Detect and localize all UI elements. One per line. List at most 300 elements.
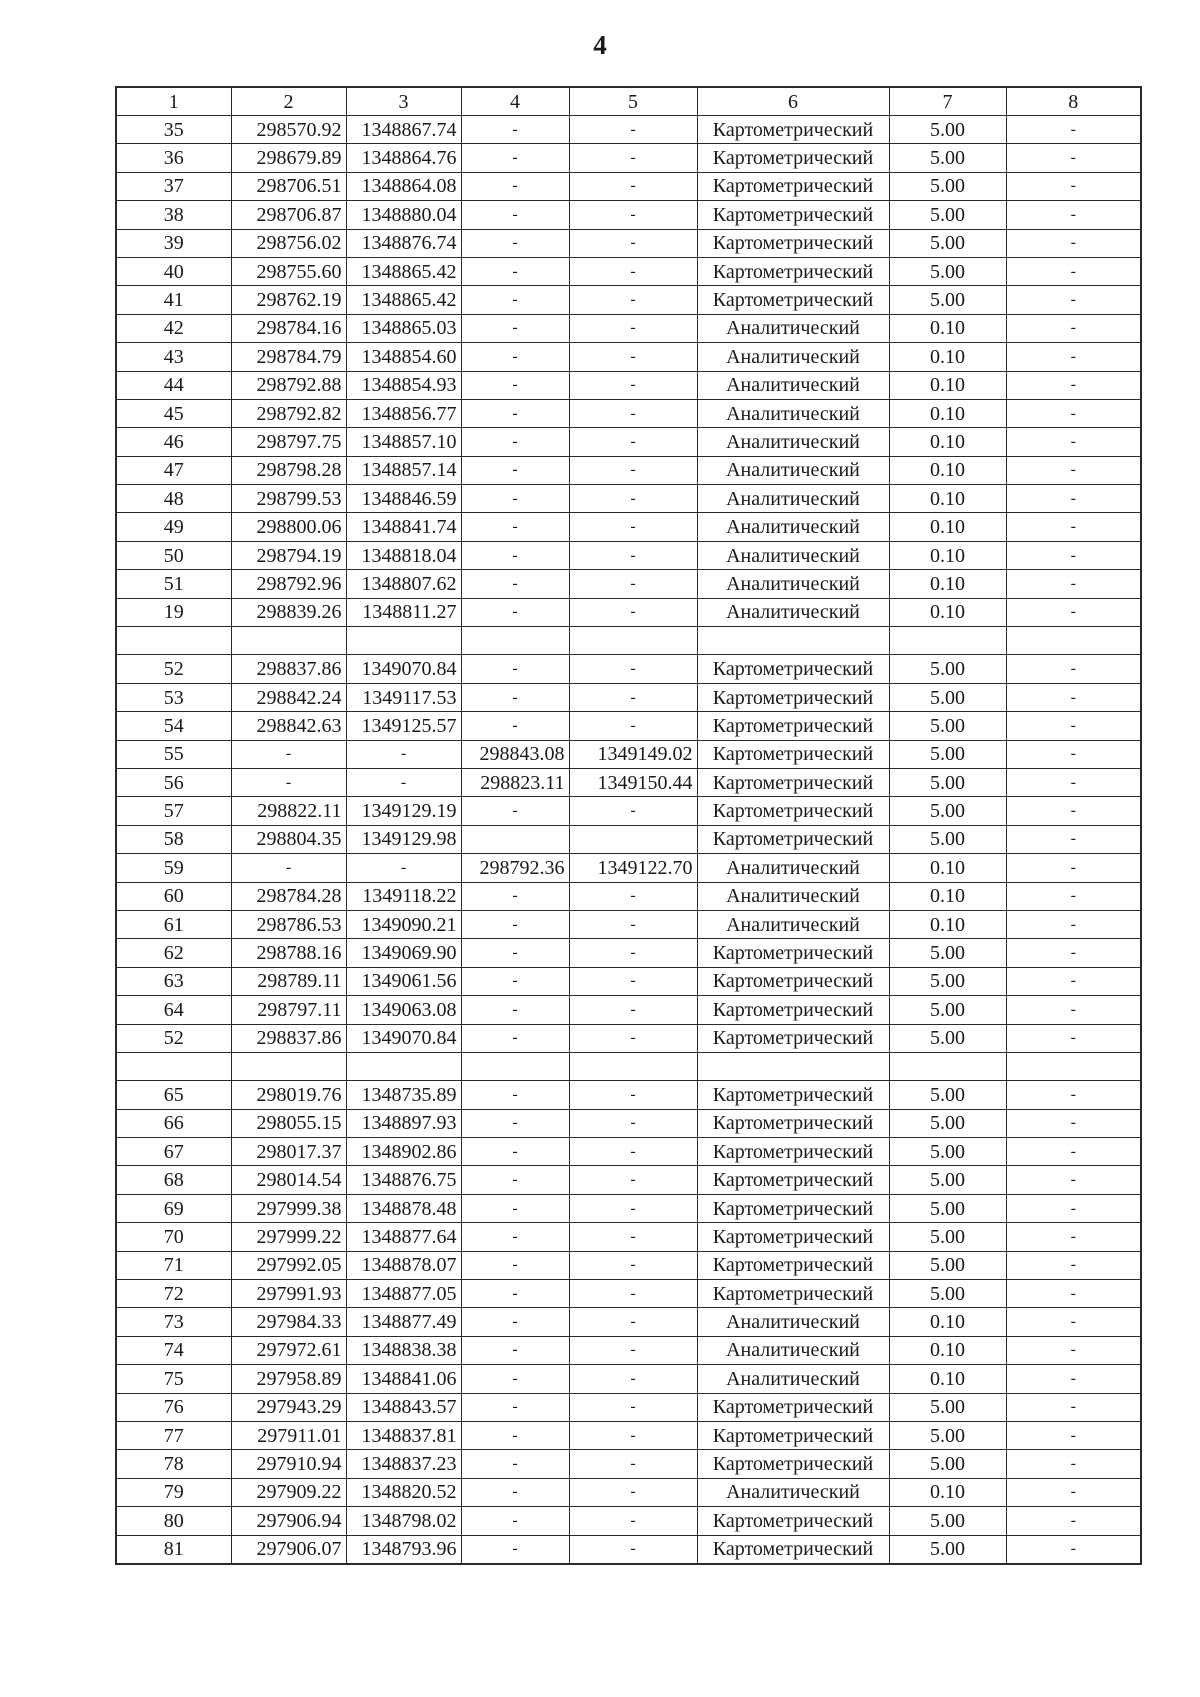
table-cell: 0.10 (889, 1478, 1006, 1506)
table-cell: - (461, 939, 569, 967)
table-cell: - (569, 1308, 697, 1336)
table-cell: Картометрический (697, 172, 889, 200)
table-cell: - (1006, 172, 1141, 200)
table-cell: 1349129.19 (346, 797, 461, 825)
table-cell: 1349150.44 (569, 768, 697, 796)
table-cell: - (461, 1336, 569, 1364)
table-cell: 5.00 (889, 797, 1006, 825)
table-cell: - (461, 1365, 569, 1393)
table-cell: - (461, 910, 569, 938)
table-cell: 1349118.22 (346, 882, 461, 910)
table-cell: - (461, 712, 569, 740)
table-cell (461, 1052, 569, 1080)
table-cell: - (1006, 428, 1141, 456)
table-cell: Картометрический (697, 1109, 889, 1137)
table-cell: - (569, 655, 697, 683)
table-cell: 0.10 (889, 428, 1006, 456)
table-cell (231, 627, 346, 655)
table-cell: 73 (116, 1308, 231, 1336)
table-cell (697, 627, 889, 655)
table-cell: 1348820.52 (346, 1478, 461, 1506)
table-cell: 297972.61 (231, 1336, 346, 1364)
table-cell: 35 (116, 116, 231, 144)
table-cell (889, 627, 1006, 655)
table-cell: 298799.53 (231, 485, 346, 513)
table-cell: - (1006, 655, 1141, 683)
table-cell: Картометрический (697, 1194, 889, 1222)
table-cell: Картометрический (697, 967, 889, 995)
table-cell: - (569, 1024, 697, 1052)
table-cell: - (1006, 825, 1141, 853)
table-row (116, 1166, 1141, 1194)
table-row (116, 541, 1141, 569)
table-cell: 63 (116, 967, 231, 995)
table-row (116, 570, 1141, 598)
table-cell: Картометрический (697, 768, 889, 796)
table-cell: - (569, 1336, 697, 1364)
table-row (116, 996, 1141, 1024)
table-cell: - (1006, 1138, 1141, 1166)
table-cell: 40 (116, 257, 231, 285)
table-row (116, 1393, 1141, 1421)
table-row (116, 1109, 1141, 1137)
table-cell: 1348876.75 (346, 1166, 461, 1194)
table-cell: - (1006, 513, 1141, 541)
table-cell: - (1006, 286, 1141, 314)
table-cell: Картометрический (697, 1280, 889, 1308)
table-cell: - (569, 371, 697, 399)
table-cell: 0.10 (889, 1308, 1006, 1336)
page-number: 4 (593, 30, 607, 60)
table-cell: 43 (116, 343, 231, 371)
table-cell: - (461, 428, 569, 456)
table-cell: 1348865.03 (346, 314, 461, 342)
table-cell: 5.00 (889, 939, 1006, 967)
table-cell: 76 (116, 1393, 231, 1421)
table-cell: - (461, 144, 569, 172)
table-cell: - (1006, 371, 1141, 399)
table-cell: - (461, 1081, 569, 1109)
table-cell: - (1006, 740, 1141, 768)
table-cell: 5.00 (889, 1507, 1006, 1535)
table-cell: - (1006, 229, 1141, 257)
table-row (116, 399, 1141, 427)
table-row (116, 1138, 1141, 1166)
table-cell: - (461, 541, 569, 569)
table-cell: - (569, 1365, 697, 1393)
table-cell: Картометрический (697, 1166, 889, 1194)
table-row (116, 116, 1141, 144)
table-row (116, 655, 1141, 683)
table-cell: - (461, 1251, 569, 1279)
table-cell: Картометрический (697, 1251, 889, 1279)
table-cell: Картометрический (697, 201, 889, 229)
table-cell: 1348880.04 (346, 201, 461, 229)
table-cell: - (1006, 1251, 1141, 1279)
table-cell: 1348843.57 (346, 1393, 461, 1421)
table-cell: 298019.76 (231, 1081, 346, 1109)
header-cell: 6 (697, 87, 889, 116)
table-cell: - (569, 598, 697, 626)
table-cell: 1348857.10 (346, 428, 461, 456)
table-cell: 5.00 (889, 1081, 1006, 1109)
table-cell: 297984.33 (231, 1308, 346, 1336)
header-cell: 4 (461, 87, 569, 116)
table-cell: 1348864.76 (346, 144, 461, 172)
table-cell: - (461, 399, 569, 427)
table-cell: 1349149.02 (569, 740, 697, 768)
table-cell: 0.10 (889, 882, 1006, 910)
table-row (116, 371, 1141, 399)
table-row (116, 1336, 1141, 1364)
table-cell: 1349070.84 (346, 655, 461, 683)
table-cell: 297999.22 (231, 1223, 346, 1251)
table-cell: 0.10 (889, 598, 1006, 626)
table-cell: 1349090.21 (346, 910, 461, 938)
table-cell: - (569, 428, 697, 456)
table-cell: 64 (116, 996, 231, 1024)
table-cell: 298014.54 (231, 1166, 346, 1194)
table-cell: 298804.35 (231, 825, 346, 853)
table-cell (116, 1052, 231, 1080)
table-cell: - (461, 1421, 569, 1449)
table-cell: 5.00 (889, 1251, 1006, 1279)
table-cell: Аналитический (697, 1478, 889, 1506)
table-row (116, 1535, 1141, 1564)
table-cell: 298792.96 (231, 570, 346, 598)
table-cell: 1348856.77 (346, 399, 461, 427)
table-cell: 298843.08 (461, 740, 569, 768)
table-row (116, 1365, 1141, 1393)
table-cell: 42 (116, 314, 231, 342)
table-cell: 1348798.02 (346, 1507, 461, 1535)
table-cell: 298679.89 (231, 144, 346, 172)
table-cell: - (1006, 570, 1141, 598)
table-cell: 68 (116, 1166, 231, 1194)
table-cell: - (1006, 1393, 1141, 1421)
table-cell: - (346, 768, 461, 796)
table-cell: - (1006, 541, 1141, 569)
table-cell: - (1006, 1450, 1141, 1478)
table-cell: 298706.87 (231, 201, 346, 229)
table-cell: - (569, 570, 697, 598)
table-cell: 298800.06 (231, 513, 346, 541)
table-cell: 38 (116, 201, 231, 229)
table-cell: 52 (116, 655, 231, 683)
table-cell: 298055.15 (231, 1109, 346, 1137)
table-cell: 79 (116, 1478, 231, 1506)
table-cell: 298794.19 (231, 541, 346, 569)
table-cell: - (1006, 1280, 1141, 1308)
table-cell: 298762.19 (231, 286, 346, 314)
table-cell: - (1006, 598, 1141, 626)
table-cell: - (461, 570, 569, 598)
table-cell: - (461, 1450, 569, 1478)
table-cell: 0.10 (889, 485, 1006, 513)
table-cell: 298706.51 (231, 172, 346, 200)
table-cell: 0.10 (889, 343, 1006, 371)
table-cell: 0.10 (889, 910, 1006, 938)
table-cell: Аналитический (697, 399, 889, 427)
table-cell: 47 (116, 456, 231, 484)
table-cell: Аналитический (697, 314, 889, 342)
table-cell: - (461, 655, 569, 683)
table-cell: 5.00 (889, 1166, 1006, 1194)
table-row (116, 144, 1141, 172)
table-cell: Аналитический (697, 598, 889, 626)
header-cell: 3 (346, 87, 461, 116)
table-cell: 45 (116, 399, 231, 427)
table-cell: 1348735.89 (346, 1081, 461, 1109)
table-cell: 5.00 (889, 1223, 1006, 1251)
table-cell: - (1006, 1308, 1141, 1336)
table-cell: Картометрический (697, 1421, 889, 1449)
table-cell: Картометрический (697, 996, 889, 1024)
table-cell: - (461, 1109, 569, 1137)
table-cell: 1348793.96 (346, 1535, 461, 1564)
table-cell: 298017.37 (231, 1138, 346, 1166)
table-cell: - (1006, 1507, 1141, 1535)
table-cell: - (346, 854, 461, 882)
table-cell: 298789.11 (231, 967, 346, 995)
table-cell: 298784.28 (231, 882, 346, 910)
table-cell: 51 (116, 570, 231, 598)
table-cell: 1348838.38 (346, 1336, 461, 1364)
table-row (116, 627, 1141, 655)
table-cell: - (569, 1223, 697, 1251)
table-row (116, 1081, 1141, 1109)
table-cell: 1348877.49 (346, 1308, 461, 1336)
table-cell: 1348854.93 (346, 371, 461, 399)
table-header-row (116, 87, 1141, 116)
table-cell: - (461, 1478, 569, 1506)
table-row (116, 1052, 1141, 1080)
table-cell: 298837.86 (231, 1024, 346, 1052)
table-row (116, 1308, 1141, 1336)
table-cell: Аналитический (697, 456, 889, 484)
table-cell: Картометрический (697, 740, 889, 768)
table-cell: Картометрический (697, 1450, 889, 1478)
table-cell: 48 (116, 485, 231, 513)
table-cell (461, 627, 569, 655)
table-row (116, 1450, 1141, 1478)
table-cell: 298792.82 (231, 399, 346, 427)
table-row (116, 1478, 1141, 1506)
table-cell: 5.00 (889, 1393, 1006, 1421)
table-cell: - (461, 172, 569, 200)
table-cell: 71 (116, 1251, 231, 1279)
table-cell: 65 (116, 1081, 231, 1109)
table-cell: 5.00 (889, 825, 1006, 853)
table-cell: - (1006, 712, 1141, 740)
table-cell: - (461, 996, 569, 1024)
table-cell: 5.00 (889, 712, 1006, 740)
table-cell: - (461, 1507, 569, 1535)
table-row (116, 683, 1141, 711)
table-cell: Картометрический (697, 1138, 889, 1166)
table-cell: Картометрический (697, 712, 889, 740)
table-cell: - (461, 797, 569, 825)
table-cell: 37 (116, 172, 231, 200)
table-cell: 1348865.42 (346, 257, 461, 285)
table-row (116, 1421, 1141, 1449)
coordinates-table (115, 86, 1142, 1565)
table-cell: 5.00 (889, 201, 1006, 229)
table-row (116, 343, 1141, 371)
table-cell: - (1006, 1024, 1141, 1052)
table-cell: - (569, 939, 697, 967)
table-cell: - (461, 598, 569, 626)
table-cell: - (1006, 939, 1141, 967)
table-cell: 67 (116, 1138, 231, 1166)
table-cell: 39 (116, 229, 231, 257)
table-cell: - (569, 1535, 697, 1564)
table-cell: - (569, 1421, 697, 1449)
table-cell (461, 825, 569, 853)
table-cell: 1348902.86 (346, 1138, 461, 1166)
table-cell: - (569, 172, 697, 200)
table-cell: 1349061.56 (346, 967, 461, 995)
table-cell: - (1006, 201, 1141, 229)
table-cell: 54 (116, 712, 231, 740)
table-cell: - (461, 1194, 569, 1222)
table-cell: 50 (116, 541, 231, 569)
table-cell: - (569, 1251, 697, 1279)
table-row (116, 1507, 1141, 1535)
table-row (116, 286, 1141, 314)
table-cell: 298784.79 (231, 343, 346, 371)
table-cell: - (1006, 996, 1141, 1024)
table-cell: - (1006, 1421, 1141, 1449)
table-cell: 19 (116, 598, 231, 626)
table-cell: - (1006, 1365, 1141, 1393)
table-cell: - (461, 1280, 569, 1308)
header-cell: 1 (116, 87, 231, 116)
table-cell: 5.00 (889, 1194, 1006, 1222)
table-cell: 75 (116, 1365, 231, 1393)
table-row (116, 910, 1141, 938)
table-row (116, 882, 1141, 910)
table-cell: Аналитический (697, 371, 889, 399)
table-cell: 70 (116, 1223, 231, 1251)
table-cell: 0.10 (889, 1365, 1006, 1393)
table-row (116, 768, 1141, 796)
table-cell: - (569, 1478, 697, 1506)
table-cell: 46 (116, 428, 231, 456)
table-cell: - (569, 1393, 697, 1421)
table-cell: 0.10 (889, 570, 1006, 598)
header-cell: 2 (231, 87, 346, 116)
table-cell: - (569, 257, 697, 285)
table-cell: - (569, 996, 697, 1024)
table-row (116, 456, 1141, 484)
table-cell: 5.00 (889, 116, 1006, 144)
table-cell: Картометрический (697, 683, 889, 711)
table-cell: - (461, 1393, 569, 1421)
table-cell: - (1006, 1166, 1141, 1194)
table-cell: - (569, 541, 697, 569)
table-cell: 0.10 (889, 314, 1006, 342)
table-cell: - (569, 485, 697, 513)
table-cell: Картометрический (697, 1081, 889, 1109)
table-cell: Картометрический (697, 1393, 889, 1421)
table-cell: - (231, 854, 346, 882)
table-cell: 1348878.07 (346, 1251, 461, 1279)
table-cell: 5.00 (889, 229, 1006, 257)
table-row (116, 967, 1141, 995)
table-cell (569, 1052, 697, 1080)
table-cell: 1348865.42 (346, 286, 461, 314)
table-cell: - (461, 286, 569, 314)
table-cell: - (1006, 1535, 1141, 1564)
table-cell: Картометрический (697, 939, 889, 967)
table-cell: - (461, 1166, 569, 1194)
table-cell: - (461, 116, 569, 144)
table-cell (697, 1052, 889, 1080)
table-cell: - (1006, 485, 1141, 513)
table-cell: 298839.26 (231, 598, 346, 626)
table-cell: 298756.02 (231, 229, 346, 257)
table-cell: - (461, 1308, 569, 1336)
table-row (116, 797, 1141, 825)
table-cell: - (569, 910, 697, 938)
table-cell: 5.00 (889, 144, 1006, 172)
table-cell: - (569, 1081, 697, 1109)
table-cell: 52 (116, 1024, 231, 1052)
table-cell (569, 627, 697, 655)
table-cell: - (569, 399, 697, 427)
table-cell (569, 825, 697, 853)
table-cell: - (461, 1024, 569, 1052)
table-cell: - (461, 257, 569, 285)
table-cell: 1348811.27 (346, 598, 461, 626)
header-cell: 8 (1006, 87, 1141, 116)
table-cell: 297911.01 (231, 1421, 346, 1449)
table-cell: 78 (116, 1450, 231, 1478)
table-cell: 298786.53 (231, 910, 346, 938)
table-row (116, 172, 1141, 200)
table-cell: 1348877.05 (346, 1280, 461, 1308)
table-cell: 5.00 (889, 996, 1006, 1024)
table-cell: 5.00 (889, 1450, 1006, 1478)
table-cell: Картометрический (697, 116, 889, 144)
table-row (116, 1251, 1141, 1279)
table-cell: Картометрический (697, 257, 889, 285)
table-cell: - (569, 1138, 697, 1166)
table-cell: 0.10 (889, 513, 1006, 541)
table-cell: - (569, 1450, 697, 1478)
table-cell: - (461, 201, 569, 229)
table-cell: 297909.22 (231, 1478, 346, 1506)
table-cell: 55 (116, 740, 231, 768)
table-cell: 0.10 (889, 399, 1006, 427)
table-cell: 297906.07 (231, 1535, 346, 1564)
table-row (116, 314, 1141, 342)
table-cell: - (1006, 116, 1141, 144)
table-cell: 5.00 (889, 740, 1006, 768)
table-cell: Аналитический (697, 1336, 889, 1364)
table-cell: 69 (116, 1194, 231, 1222)
table-cell: 58 (116, 825, 231, 853)
table-cell: 1349117.53 (346, 683, 461, 711)
table-cell: - (461, 683, 569, 711)
table-cell: Картометрический (697, 229, 889, 257)
table-row (116, 229, 1141, 257)
table-cell: 1348837.81 (346, 1421, 461, 1449)
table-cell: 60 (116, 882, 231, 910)
table-cell: - (1006, 1109, 1141, 1137)
table-cell: - (569, 1109, 697, 1137)
